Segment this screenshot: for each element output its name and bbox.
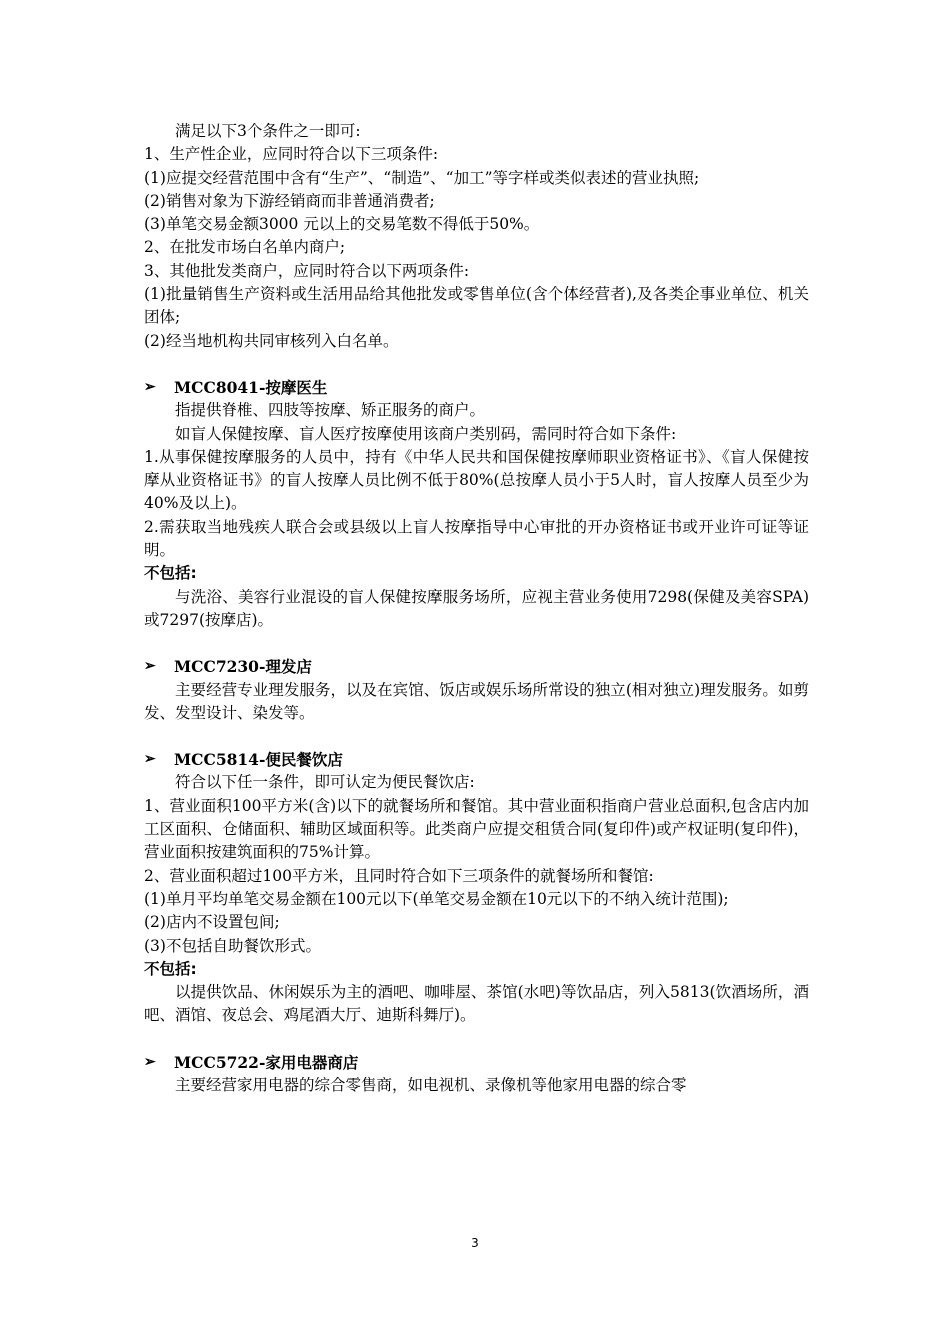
arrow-bullet-icon: ➢ (144, 658, 156, 675)
intro-line: 3、其他批发类商户，应同时符合以下两项条件: (144, 261, 470, 280)
section-heading-text: MCC5814-便民餐饮店 (174, 750, 343, 770)
section-paragraph: 如盲人保健按摩、盲人医疗按摩使用该商户类别码，需同时符合如下条件: (175, 424, 677, 443)
exclusion-text: 以提供饮品、休闲娱乐为主的酒吧、咖啡屋、茶馆(水吧)等饮品店，列入5813(饮酒场所，酒吧、酒馆、夜总会、鸡尾酒大厅、迪斯科舞厅)。 (144, 983, 809, 1025)
document-body (144, 120, 809, 1097)
arrow-bullet-icon: ➢ (144, 378, 156, 395)
exclusion-label: 不包括: (144, 959, 197, 978)
section-heading-mcc5814 (144, 748, 809, 771)
exclusion-label: 不包括: (144, 564, 197, 583)
section-heading-mcc5722 (144, 1051, 809, 1074)
arrow-bullet-icon: ➢ (144, 751, 156, 768)
intro-line: (2)经当地机构共同审核列入白名单。 (144, 331, 399, 350)
intro-line: (1)应提交经营范围中含有“生产”、“制造”、“加工”等字样或类似表述的营业执照; (144, 168, 700, 187)
section-heading-text: MCC5722-家用电器商店 (174, 1052, 359, 1072)
intro-line: (2)销售对象为下游经销商而非普通消费者; (144, 191, 435, 210)
section-heading-mcc8041 (144, 376, 809, 399)
page-number: 3 (471, 1236, 479, 1250)
intro-line: (3)单笔交易金额3000 元以上的交易笔数不得低于50%。 (144, 215, 540, 234)
section-line: (2)店内不设置包间; (144, 913, 280, 932)
section-line: 1.从事保健按摩服务的人员中，持有《中华人民共和国保健按摩师职业资格证书》、《盲人保健按摩从业资格证书》的盲人按摩人员比例不低于80%(总按摩人员小于5人时，盲人按摩人员至少为40%及以上)。 (144, 447, 809, 513)
arrow-bullet-icon: ➢ (144, 1053, 156, 1070)
section-paragraph: 符合以下任一条件，即可认定为便民餐饮店: (175, 773, 475, 792)
intro-line: 2、在批发市场白名单内商户; (144, 238, 346, 257)
intro-lead: 满足以下3个条件之一即可: (175, 122, 361, 140)
section-paragraph: 主要经营家用电器的综合零售商，如电视机、录像机等他家用电器的综合零 (175, 1075, 687, 1094)
section-heading-mcc7230 (144, 655, 809, 678)
section-line: 2.需获取当地残疾人联合会或县级以上盲人按摩指导中心审批的开办资格证书或开业许可证等证明。 (144, 517, 809, 560)
exclusion-text: 与洗浴、美容行业混设的盲人保健按摩服务场所，应视主营业务使用7298(保健及美容SPA)或7297(按摩店)。 (144, 587, 809, 629)
section-line: (1)单月平均单笔交易金额在100元以下(单笔交易金额在10元以下的不纳入统计范围); (144, 889, 729, 908)
section-heading-text: MCC8041-按摩医生 (174, 377, 328, 397)
section-line: 1、营业面积100平方米(含)以下的就餐场所和餐馆。其中营业面积指商户营业总面积,包含店内加工区面积、仓储面积、辅助区域面积等。此类商户应提交租赁合同(复印件)或产权证明(复印件)，营业面积按建筑面积的75%计算。 (144, 796, 809, 862)
section-line: (3)不包括自助餐饮形式。 (144, 936, 321, 955)
section-paragraph: 指提供脊椎、四肢等按摩、矫正服务的商户。 (175, 401, 486, 420)
section-heading-text: MCC7230-理发店 (174, 657, 312, 677)
intro-line: 1、生产性企业，应同时符合以下三项条件: (144, 145, 439, 164)
section-line: 2、营业面积超过100平方米，且同时符合如下三项条件的就餐场所和餐馆: (144, 866, 654, 885)
section-paragraph: 主要经营专业理发服务，以及在宾馆、饭店或娱乐场所常设的独立(相对独立)理发服务。如剪发、发型设计、染发等。 (144, 680, 809, 722)
intro-line: (1)批量销售生产资料或生活用品给其他批发或零售单位(含个体经营者),及各类企事业单位、机关团体; (144, 285, 809, 327)
